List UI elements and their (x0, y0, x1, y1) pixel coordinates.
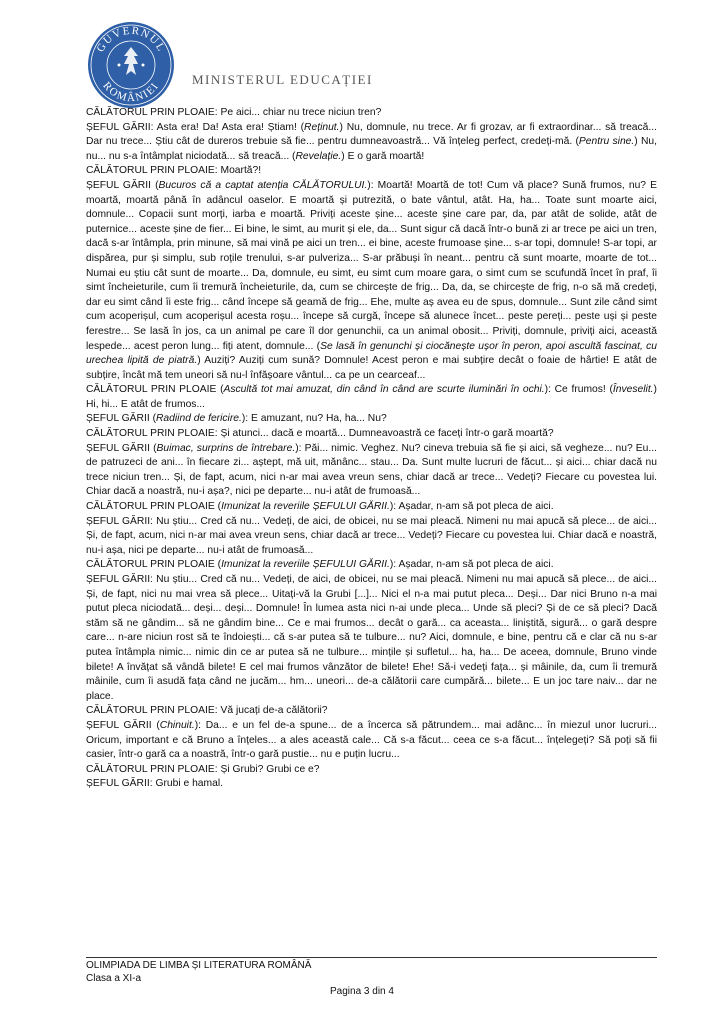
page-header (86, 20, 646, 110)
dialogue-paragraph: CĂLĂTORUL PRIN PLOAIE: Și Grubi? Grubi ce e? (86, 763, 320, 775)
footer-class: Clasa a XI-a (86, 973, 142, 984)
dialogue-paragraph: CĂLĂTORUL PRIN PLOAIE: Pe aici... chiar nu trece niciun tren? (86, 107, 382, 118)
dialogue-paragraph: ȘEFUL GĂRII: Nu știu... Cred că nu... Vedeți, de aici, de obicei, nu se mai pleacă. Nimeni nu mai apucă să plece... de aici... Și, de fapt, acum, nici n-ar mai avea vreun sens, chiar dacă ar trece... Vedeți? Fiecare cu povestea lui. Chiar dacă e noastră, nu-i așa, nici pe departe... nu-i atât de frumoasă... (86, 515, 657, 556)
dialogue-paragraph: ȘEFUL GĂRII (Buimac, surprins de întrebare.): Păi... nimic. Veghez. Nu? cineva trebuia să fie și aici, să vegheze... nu? Eu... de patruzeci de ani... în fiecare zi... aștept, mă uit, mănânc... stau... Da. Sunt multe lucruri de făcut... și aici... chiar dacă nu trece niciun tren... Și, de fapt, acum, nici n-ar mai avea vreun sens, chiar dacă ar trece... Vedeți? Fiecare cu povestea lui. Chiar dacă a noastră, nu-i așa?, nici pe departe... nu-i atât de frumoasă... (86, 442, 657, 498)
dialogue-paragraph: CĂLĂTORUL PRIN PLOAIE (Imunizat la reveriile ȘEFULUI GĂRII.): Așadar, n-am să pot pleca de aici. (86, 501, 554, 513)
dialogue-paragraph: ȘEFUL GĂRII: Asta era! Da! Asta era! Știam! (Reținut.) Nu, domnule, nu trece. Ar fi grozav, ar fi extraordinar... să treacă... Dar nu trece... Știu cât de dureros trebuie să fie... pentru dumneavoastră... Vă înțeleg perfect, credeți-mă. (Pentru sine.) Nu, nu... nu s-a întâmplat niciodată... să treacă... (Revelație.) E o gară moartă! (86, 121, 657, 162)
dialogue-paragraph: CĂLĂTORUL PRIN PLOAIE: Moartă?! (86, 165, 262, 177)
dialogue-paragraph: ȘEFUL GĂRII (Radiind de fericire.): E amuzant, nu? Ha, ha... Nu? (86, 413, 387, 425)
page-number: Pagina 3 din 4 (330, 986, 394, 997)
ministry-name: MINISTERUL EDUCAȚIEI (192, 72, 373, 87)
play-text (86, 106, 657, 792)
dialogue-paragraph: ȘEFUL GĂRII: Nu știu... Cred că nu... Vedeți, de aici, de obicei, nu se mai pleacă. Nimeni nu mai apucă să plece... de aici... Și, de fapt, nici nu mai vrea să plece... Uitați-vă la Grubi [...]... Nici el n-a mai putut pleca... Deși... Dar nici Bruno n-a mai putut pleca niciodată... deși... deși... Domnule! În lumea asta nici n-ai unde pleca... Unde să pleci? Și de ce să pleci? Dacă stăm să ne gândim... să ne gândim bine... Ce e mai frumos... decât o gară... ca aceasta... liniștită, sigură... o gară despre care... n-are niciun rost să te îndoiești... că s-ar putea să te tulbure... nu? Aici, domnule, e bine, pentru că e clar că nu s-ar putea întâmpla nimic... nimic din ce ar putea să ne tulbure... mințile și sufletul... ha, ha... De aceea, domnule, Bruno vinde bilete! A învățat să vândă bilete! E cel mai frumos vânzător de bilete! Ehe! Să-i vedeți fața... și mâinile, da, cum îi tremură mâinile, cum îi asudă fața când ne jucăm... hm... uneori... de-a călătorii care cumpără... bilete... E un joc tare naiv... dar ne place. (86, 574, 657, 702)
dialogue-paragraph: ȘEFUL GĂRII (Chinuit.): Da... e un fel de-a spune... de a încerca să pătrundem... mai adânc... în miezul unor lucruri... Oricum, important e că Bruno a înțeles... a ales această cale... Că s-a făcut... ceea ce s-a făcut... înțelegeți? Să poți să fii casier, într-o gară ca a noastră, într-o gară pustie... nu e puțin lucru... (86, 719, 658, 761)
dialogue-paragraph: CĂLĂTORUL PRIN PLOAIE: Vă jucați de-a călătorii? (86, 705, 328, 717)
footer-divider (86, 957, 657, 958)
footer-olympiad: OLIMPIADA DE LIMBA ȘI LITERATURA ROMÂNĂ (86, 960, 312, 971)
dialogue-paragraph: CĂLĂTORUL PRIN PLOAIE (Ascultă tot mai amuzat, din când în când are scurte iluminări în ochi.): Ce frumos! (Înveselit.) Hi, hi... E atât de frumos... (86, 384, 657, 410)
dialogue-paragraph: CĂLĂTORUL PRIN PLOAIE: Și atunci... dacă e moartă... Dumneavoastră ce faceți într-o gară moartă? (86, 428, 554, 440)
dialogue-paragraph: ȘEFUL GĂRII: Grubi e hamal. (86, 778, 223, 790)
dialogue-paragraph: ȘEFUL GĂRII (Bucuros că a captat atenția CĂLĂTORULUI.): Moartă! Moartă de tot! Cum vă place? Sună frumos, nu? E moartă, moartă până în adâncul oaselor. E moartă și putrezită, o bate vântul, atât. Ha, ha... Toate sunt moarte aici, domnule... Copacii sunt morți, iarba e moartă. Priviți aceste șine... aceste șine care par, da, par atât de solide, atât de puternice... aceste șine de fier... Ei bine, le simt, au murit și ele, da... Sunt sigur că dacă într-o bună zi ar trece pe aici un tren, dacă s-ar întâmpla, prin minune, să mai vină pe aici un tren... ei bine, aceste frumoase șine... s-ar topi, domnule! S-ar topi, ar dispărea, pur și simplu, sub roțile trenului, s-ar pulveriza... S-ar prăbuși în neant... pentru că sunt moarte, moarte de tot... Numai eu știu cât sunt de moarte... Da, domnule, eu simt, eu simt cum moare gara, o simt cum se scufundă încet în praf, îi simt încheieturile, cum îi tremură încheieturile, da, cum se chircește de frig... Da, da, se chircește de frig, n-o să mă credeți, dar eu simt când îi este frig... când începe să geamă de frig... Ehe, multe aș avea eu de spus, domnule... Sunt zile când simt cum acoperișul, cum acoperișul acesta roșu... începe să curgă, începe să alunece încet... peste pereți... peste uși și peste ferestre... Se lasă în jos, ca un animal pe care îl dor genunchii, ca un animal obosit... Priviți, domnule, priviți aici, această lespede... acest peron lung... fiți atent, domnule... (Se lasă în genunchi și ciocănește ușor în peron, apoi ascultă fascinat, cu urechea lipită de piatră.) Auziți? Auziți cum sună? Domnule! Acest peron e mai subțire decât o foaie de hârtie! E atât de subțire, încât mă tem uneori să nu-l înfășoare vântul... ca pe un cearceaf... (86, 179, 658, 381)
dialogue-paragraph: CĂLĂTORUL PRIN PLOAIE (Imunizat la reveriile ȘEFULUI GĂRII.): Așadar, n-am să pot pleca de aici. (86, 559, 554, 571)
government-seal-icon (86, 20, 176, 110)
seal-top-text: GUVERNUL (94, 24, 168, 55)
seal-bottom-text: ROMÂNIEI (100, 79, 162, 105)
